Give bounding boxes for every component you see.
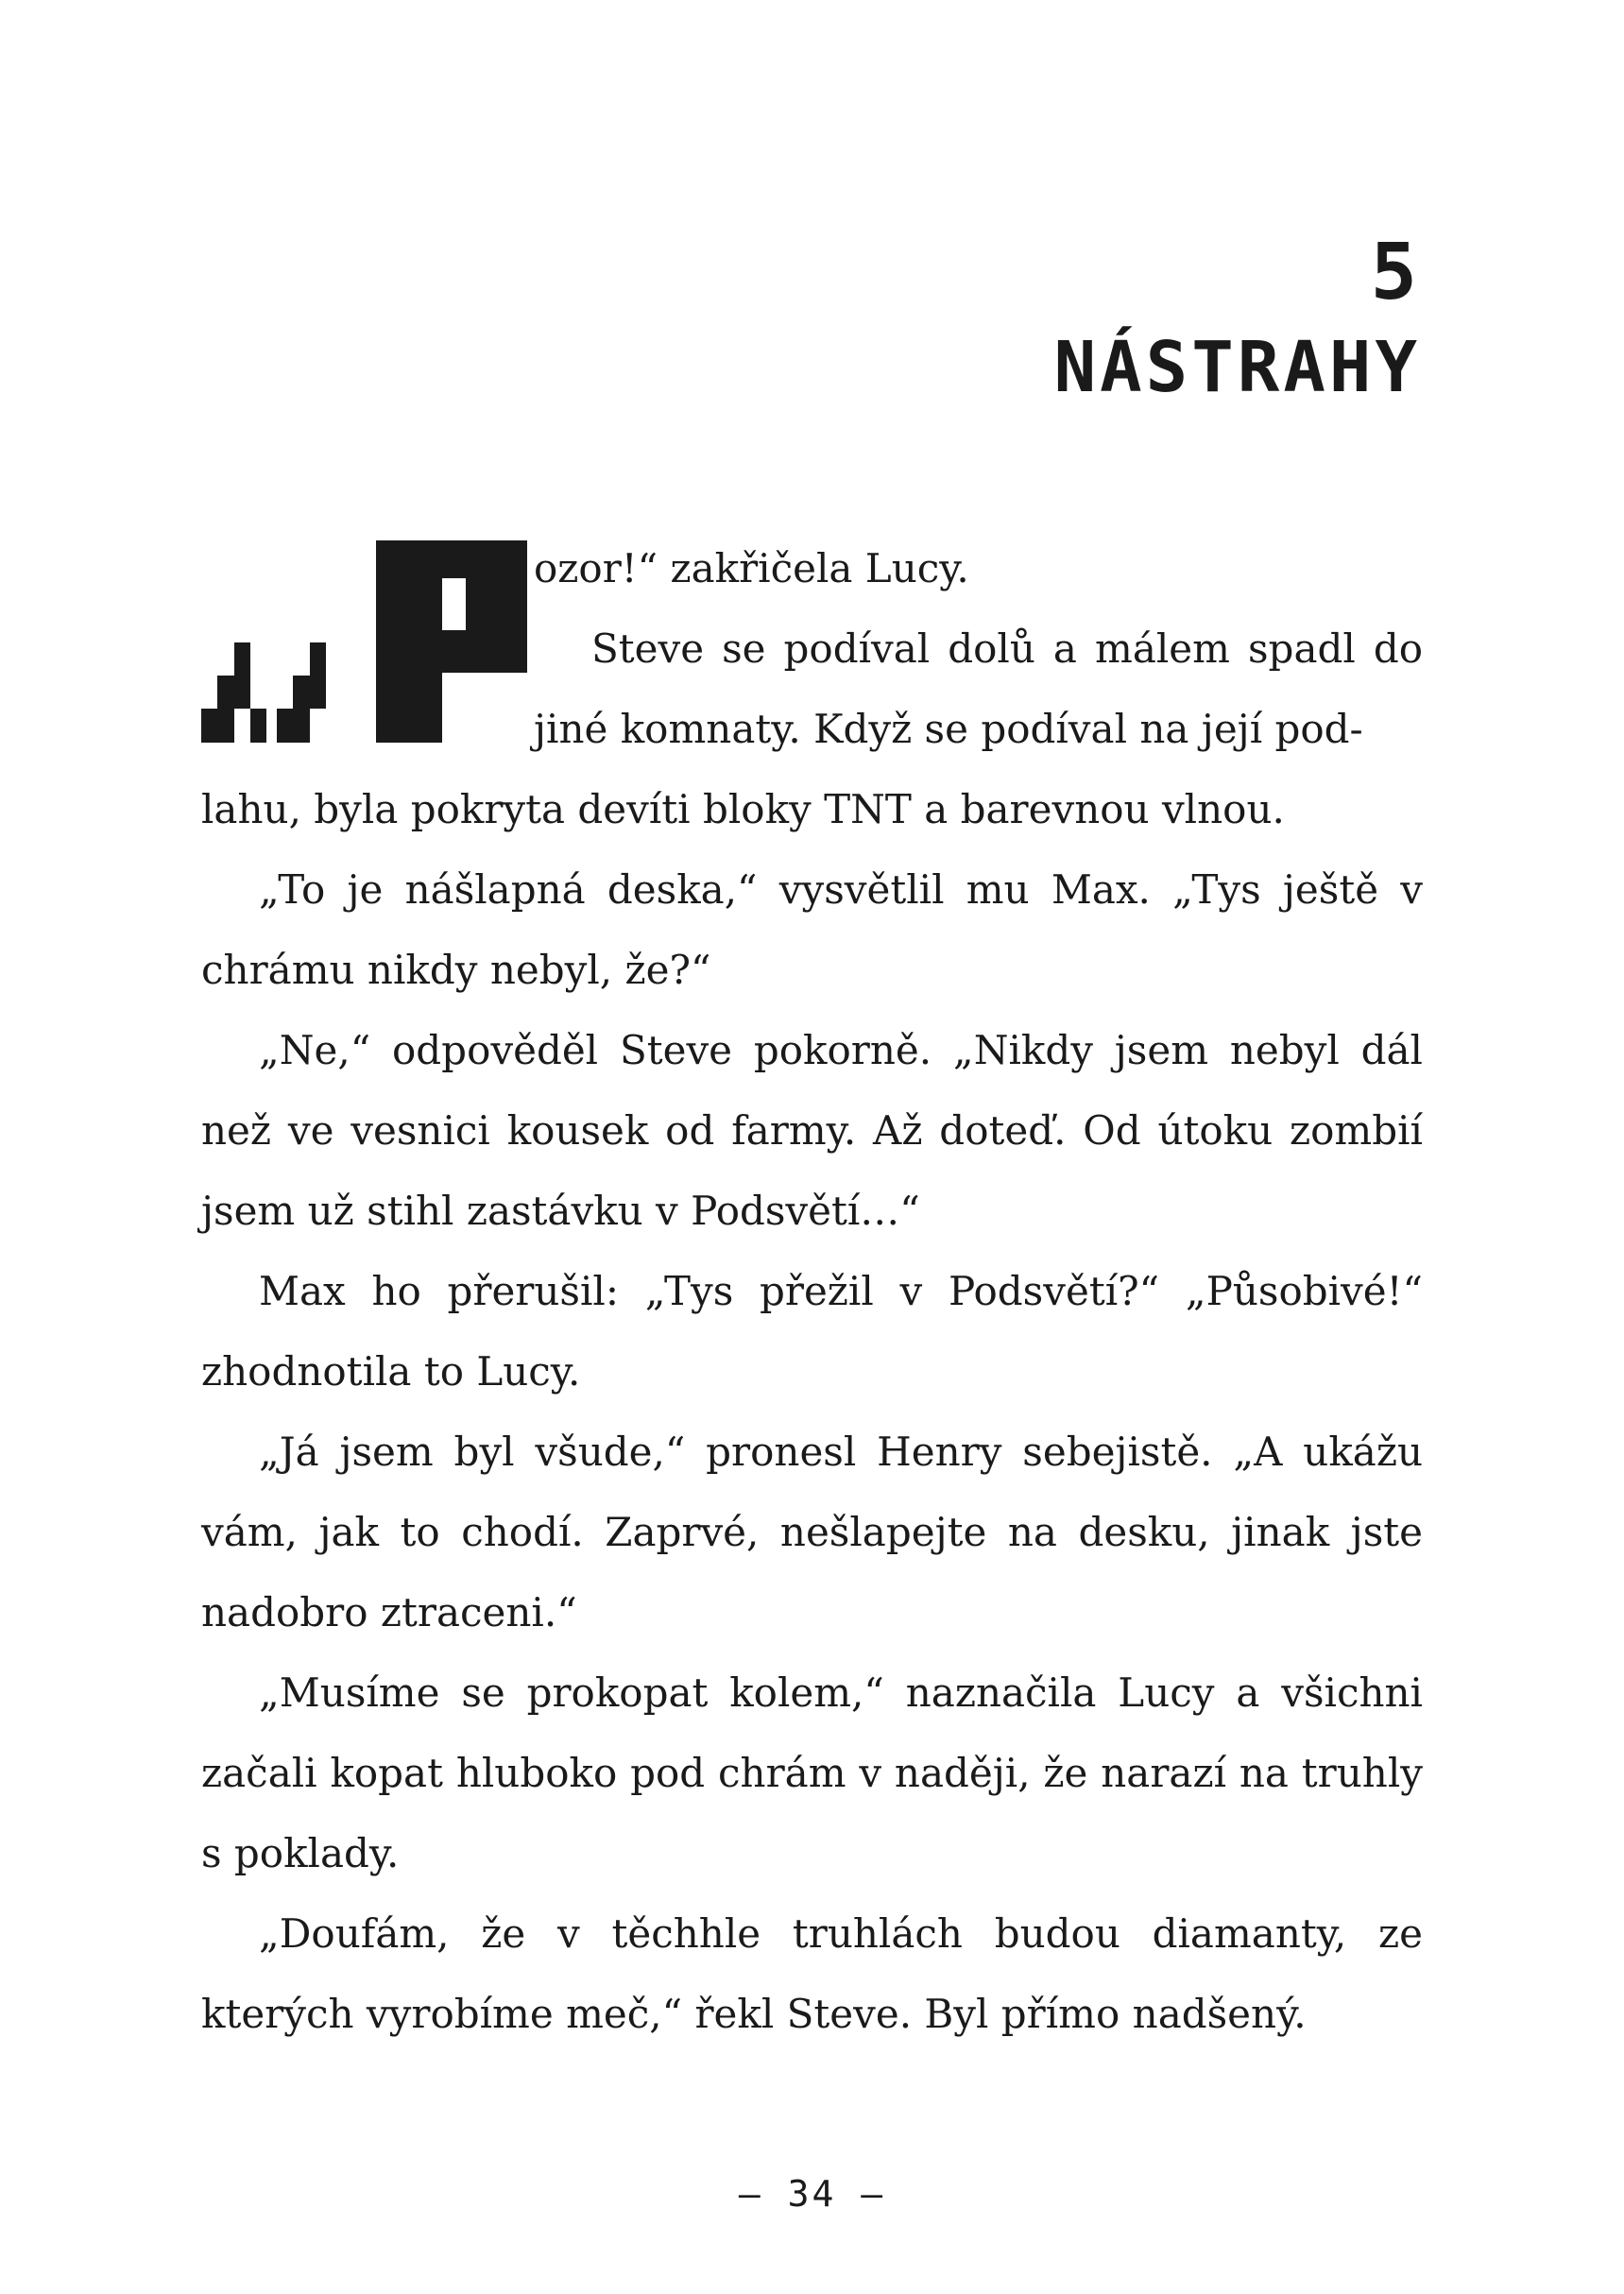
body-text (201, 769, 1423, 2054)
opening-text (534, 528, 1423, 769)
paragraph: „Musíme se prokopat kolem,“ naznačila Lucy a všichni začali kopat hluboko pod chrám v naději, že narazí na truhly s poklady. (201, 1669, 1423, 1876)
page-number: – 34 – (738, 2173, 886, 2215)
paragraph: „Ne,“ odpověděl Steve pokorně. „Nikdy jsem nebyl dál než ve vesnici kousek od farmy. Až doteď. Od útoku zombií jsem už stihl zastávku v Podsvětí…“ (201, 1027, 1423, 1234)
drop-cap-letter (376, 540, 527, 743)
paragraph: „To je nášlapná deska,“ vysvětlil mu Max. „Tys ještě v chrámu nikdy nebyl, že?“ (201, 866, 1423, 993)
drop-cap-quote (201, 642, 343, 743)
paragraph: Steve se podíval dolů a málem spadl do jiné komnaty. Když se podíval na její pod- (534, 625, 1423, 752)
paragraph: ozor!“ zakřičela Lucy. (534, 545, 969, 591)
chapter-number: 5 (1370, 228, 1419, 317)
paragraph: „Doufám, že v těchhle truhlách budou diamanty, ze kterých vyrobíme meč,“ řekl Steve. Byl přímo nadšený. (201, 1910, 1423, 2037)
paragraph: „Já jsem byl všude,“ pronesl Henry sebejistě. „A ukážu vám, jak to chodí. Zaprvé, nešlapejte na desku, jinak jste nadobro ztraceni.“ (201, 1429, 1423, 1635)
chapter-title: NÁSTRAHY (1053, 327, 1421, 408)
paragraph: lahu, byla pokryta devíti bloky TNT a barevnou vlnou. (201, 786, 1285, 832)
paragraph: Max ho přerušil: „Tys přežil v Podsvětí?“ „Působivé!“ zhodnotila to Lucy. (201, 1268, 1423, 1395)
